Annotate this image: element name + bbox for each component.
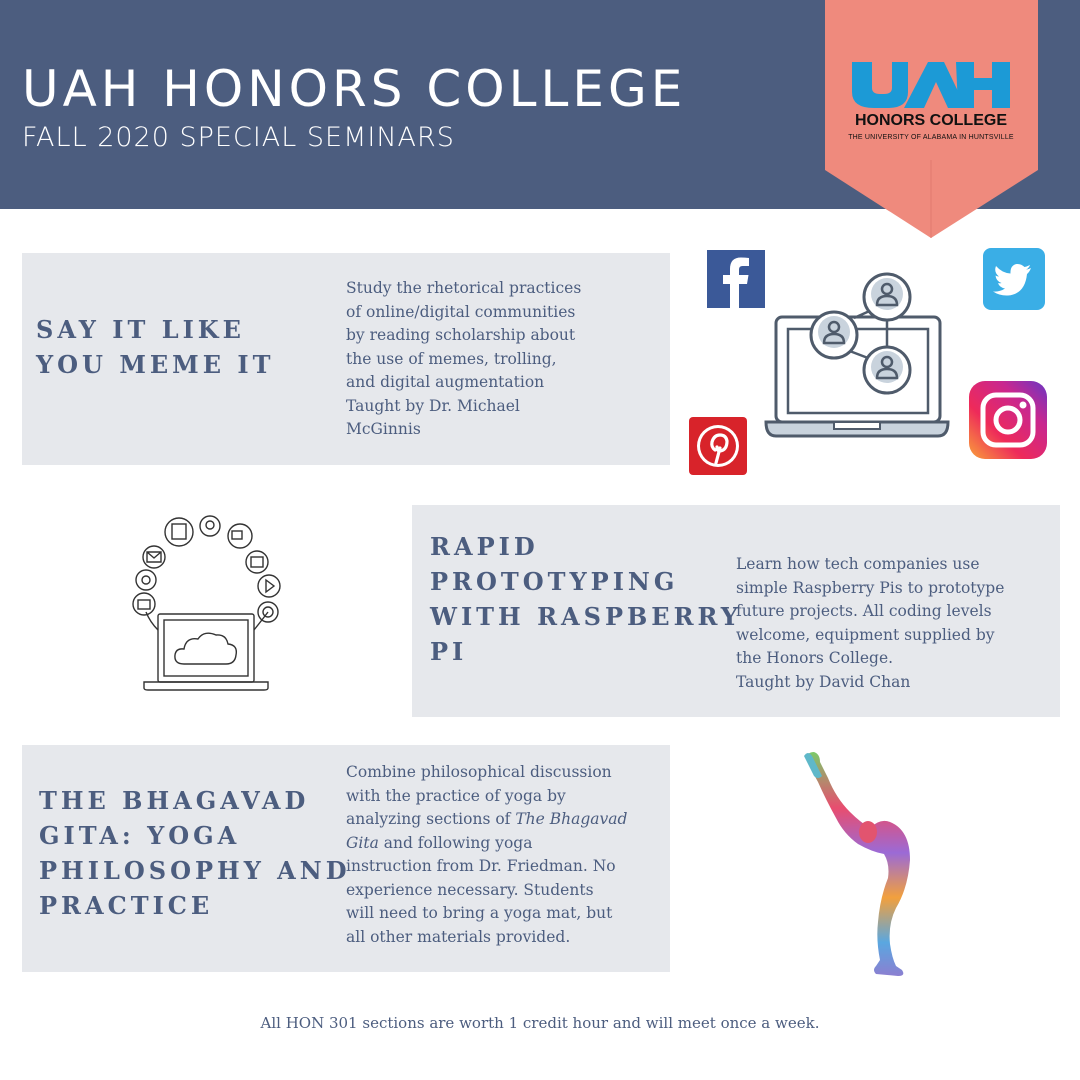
seminar-title-bhagavad-gita: THE BHAGAVAD GITA: YOGA PHILOSOPHY AND PRACTICE (39, 786, 351, 920)
twitter-icon (983, 248, 1045, 310)
logo-university-name: THE UNIVERSITY OF ALABAMA IN HUNTSVILLE (848, 134, 1014, 141)
footer-note: All HON 301 sections are worth 1 credit hour and will meet once a week. (260, 1014, 820, 1032)
seminar-description-meme: Study the rhetorical practices of online/digital communities by reading scholarship about the use of memes, trolling, and digital augmentation Taught by Dr. Michael McGinnis (346, 279, 582, 438)
seminar-title-raspberry-pi: RAPID PROTOTYPING WITH RASPBERRY PI (430, 532, 742, 666)
laptop-network-illustration (762, 272, 952, 444)
cloud-laptop-illustration (128, 512, 284, 694)
seminar-title-meme: SAY IT LIKE YOU MEME IT (36, 315, 275, 379)
logo-honors-college: HONORS COLLEGE (854, 112, 1007, 129)
seminar-description-bhagavad-gita: Combine philosophical discussion with the practice of yoga by analyzing sections of The Bhagavad Gita and following yoga instruction from Dr. Friedman. No experience necessary. Students will need to bring a yoga mat, but all other materials provided. (346, 763, 628, 946)
yoga-figure-illustration (800, 748, 930, 980)
uah-logo-mark (848, 58, 1014, 110)
facebook-icon (707, 250, 765, 308)
instagram-icon (969, 381, 1047, 459)
pinterest-icon (689, 417, 747, 475)
page-subtitle: FALL 2020 SPECIAL SEMINARS (22, 122, 455, 153)
page-title: UAH HONORS COLLEGE (22, 60, 687, 118)
seminar-description-raspberry-pi: Learn how tech companies use simple Raspberry Pis to prototype future projects. All coding levels welcome, equipment supplied by the Honors College. Taught by David Chan (736, 555, 1005, 691)
